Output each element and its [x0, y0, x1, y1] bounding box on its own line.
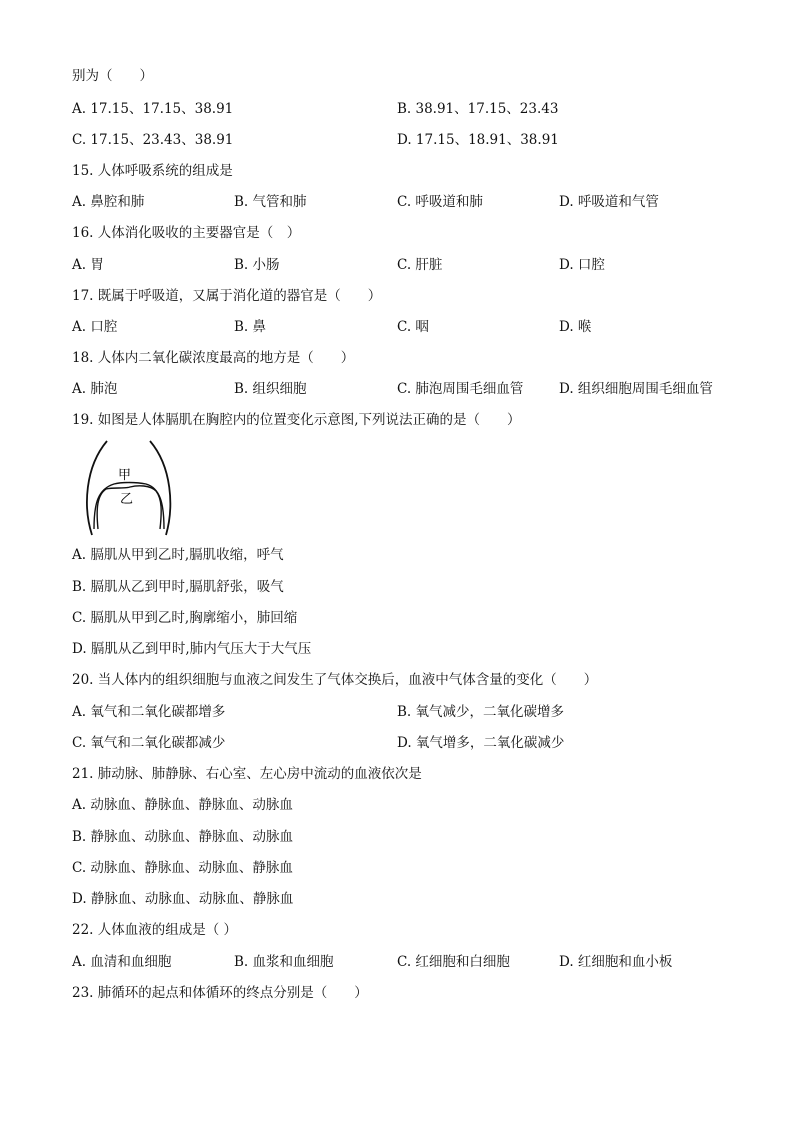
q23-stem: 23. 肺循环的起点和体循环的终点分别是（ ） [72, 985, 368, 1001]
q16-option-c: C. 肝脏 [397, 257, 443, 273]
q17-option-a: A. 口腔 [72, 319, 118, 335]
q21-option-a: A. 动脉血、静脉血、静脉血、动脉血 [72, 797, 293, 813]
q16-option-b: B. 小肠 [234, 257, 280, 273]
q15-stem: 15. 人体呼吸系统的组成是 [72, 163, 233, 179]
q20-option-a: A. 氧气和二氧化碳都增多 [72, 704, 226, 720]
q20-option-d: D. 氧气增多，二氧化碳减少 [397, 735, 565, 751]
q15-option-c: C. 呼吸道和肺 [397, 194, 483, 210]
q19-option-b: B. 膈肌从乙到甲时,膈肌舒张，吸气 [72, 579, 284, 595]
q14-stem-tail: 别为（ ） [72, 68, 153, 84]
q15-option-a: A. 鼻腔和肺 [72, 194, 145, 210]
q15-option-d: D. 呼吸道和气管 [559, 194, 659, 210]
q20-stem: 20. 当人体内的组织细胞与血液之间发生了气体交换后，血液中气体含量的变化（ ） [72, 672, 598, 688]
figure-label-jia: 甲 [118, 468, 132, 483]
q18-stem: 18. 人体内二氧化碳浓度最高的地方是（ ） [72, 350, 355, 366]
q18-option-b: B. 组织细胞 [234, 381, 307, 397]
q21-stem: 21. 肺动脉、肺静脉、右心室、左心房中流动的血液依次是 [72, 766, 422, 782]
q19-option-c: C. 膈肌从甲到乙时,胸廓缩小，肺回缩 [72, 610, 298, 626]
q22-stem: 22. 人体血液的组成是（ ） [72, 922, 238, 938]
q17-option-c: C. 咽 [397, 319, 429, 335]
q22-option-b: B. 血浆和血细胞 [234, 954, 334, 970]
q18-option-a: A. 肺泡 [72, 381, 118, 397]
q19-option-a: A. 膈肌从甲到乙时,膈肌收缩，呼气 [72, 547, 284, 563]
q16-option-a: A. 胃 [72, 257, 104, 273]
q17-option-b: B. 鼻 [234, 319, 267, 335]
q15-option-b: B. 气管和肺 [234, 194, 307, 210]
q14-option-d: D. 17.15、18.91、38.91 [397, 132, 559, 148]
q20-option-c: C. 氧气和二氧化碳都减少 [72, 735, 226, 751]
q17-option-d: D. 喉 [559, 319, 592, 335]
q16-stem: 16. 人体消化吸收的主要器官是（ ） [72, 225, 301, 241]
q18-option-c: C. 肺泡周围毛细血管 [397, 381, 524, 397]
q19-option-d: D. 膈肌从乙到甲时,肺内气压大于大气压 [72, 641, 312, 657]
q14-option-a: A. 17.15、17.15、38.91 [72, 101, 234, 117]
q21-option-b: B. 静脉血、动脉血、静脉血、动脉血 [72, 829, 294, 845]
q18-option-d: D. 组织细胞周围毛细血管 [559, 381, 713, 397]
q22-option-a: A. 血清和血细胞 [72, 954, 172, 970]
q16-option-d: D. 口腔 [559, 257, 605, 273]
q20-option-b: B. 氧气减少，二氧化碳增多 [397, 704, 565, 720]
q21-option-c: C. 动脉血、静脉血、动脉血、静脉血 [72, 860, 293, 876]
q22-option-d: D. 红细胞和血小板 [559, 954, 673, 970]
q22-option-c: C. 红细胞和白细胞 [397, 954, 510, 970]
q21-option-d: D. 静脉血、动脉血、动脉血、静脉血 [72, 891, 294, 907]
q19-stem: 19. 如图是人体膈肌在胸腔内的位置变化示意图,下列说法正确的是（ ） [72, 412, 521, 428]
q17-stem: 17. 既属于呼吸道，又属于消化道的器官是（ ） [72, 288, 382, 304]
diaphragm-figure [80, 437, 178, 537]
q14-option-c: C. 17.15、23.43、38.91 [72, 132, 234, 148]
figure-label-yi: 乙 [120, 492, 134, 507]
q14-option-b: B. 38.91、17.15、23.43 [397, 101, 559, 117]
